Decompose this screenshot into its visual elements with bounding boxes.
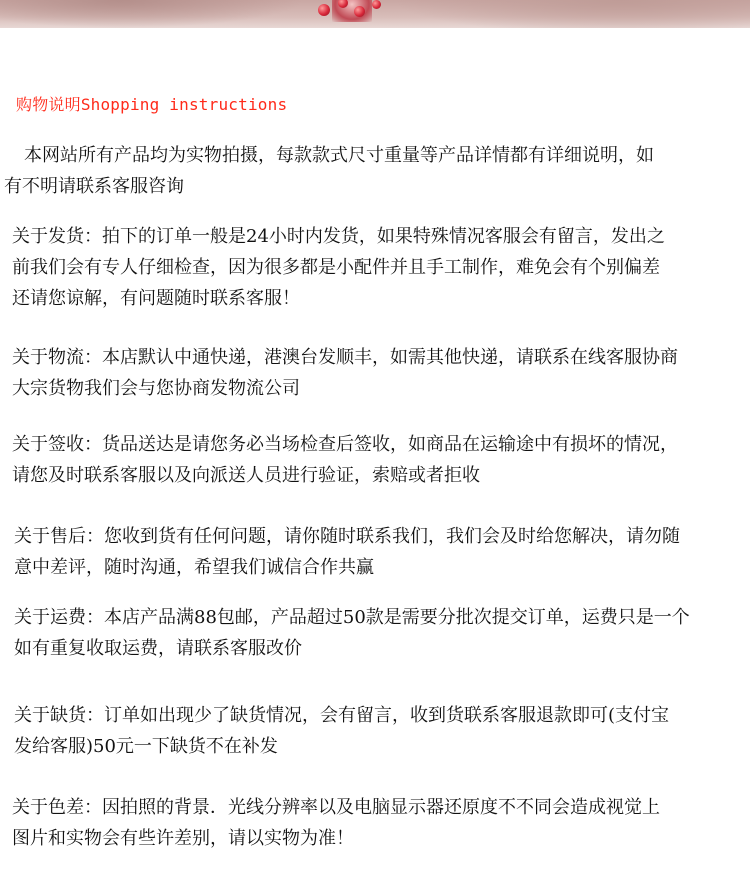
paragraph-line: 发给客服)50元一下缺货不在补发 xyxy=(14,736,278,757)
paragraph-intro xyxy=(4,140,654,202)
paragraph-signing xyxy=(12,429,678,491)
paragraph-line: 关于签收：货品送达是请您务必当场检查后签收，如商品在运输途中有损坏的情况， xyxy=(12,434,678,455)
paragraph-line: 关于运费：本店产品满88包邮，产品超过50款是需要分批次提交订单，运费只是一个 xyxy=(14,607,690,628)
paragraph-line: 意中差评，随时沟通，希望我们诚信合作共赢 xyxy=(14,557,374,578)
paragraph-freight xyxy=(14,602,690,664)
title-cn: 购物说明 xyxy=(16,95,81,114)
paragraph-logistics xyxy=(12,342,678,404)
paragraph-color-difference xyxy=(12,792,660,854)
paragraph-line: 大宗货物我们会与您协商发物流公司 xyxy=(12,378,300,399)
bead xyxy=(372,0,381,9)
paragraph-shipping xyxy=(12,221,665,314)
paragraph-out-of-stock xyxy=(14,700,669,762)
paragraph-after-sales xyxy=(14,521,680,583)
bead xyxy=(318,4,330,16)
paragraph-line: 关于售后：您收到货有任何问题，请你随时联系我们，我们会及时给您解决，请勿随 xyxy=(14,526,680,547)
title-en: Shopping instructions xyxy=(80,95,288,114)
paragraph-line: 如有重复收取运费，请联系客服改价 xyxy=(14,638,302,659)
paragraph-line: 还请您谅解，有问题随时联系客服！ xyxy=(12,288,300,309)
paragraph-line: 图片和实物会有些许差别，请以实物为准！ xyxy=(12,828,354,849)
paragraph-line: 前我们会有专人仔细检查，因为很多都是小配件并且手工制作，难免会有个别偏差 xyxy=(12,257,660,278)
paragraph-line: 有不明请联系客服咨询 xyxy=(4,176,184,197)
product-photo-strip xyxy=(0,0,750,28)
paragraph-line: 关于发货：拍下的订单一般是24小时内发货，如果特殊情况客服会有留言，发出之 xyxy=(12,226,665,247)
page-title xyxy=(16,92,287,115)
paragraph-line: 请您及时联系客服以及向派送人员进行验证，索赔或者拒收 xyxy=(12,465,480,486)
paragraph-line: 关于缺货：订单如出现少了缺货情况，会有留言，收到货联系客服退款即可(支付宝 xyxy=(14,705,670,726)
bead xyxy=(354,6,365,17)
paragraph-line: 关于色差：因拍照的背景．光线分辨率以及电脑显示器还原度不不同会造成视觉上 xyxy=(12,797,660,818)
paragraph-line: 本网站所有产品均为实物拍摄，每款款式尺寸重量等产品详情都有详细说明，如 xyxy=(24,145,654,166)
paragraph-line: 关于物流：本店默认中通快递，港澳台发顺丰，如需其他快递，请联系在线客服协商 xyxy=(12,347,678,368)
